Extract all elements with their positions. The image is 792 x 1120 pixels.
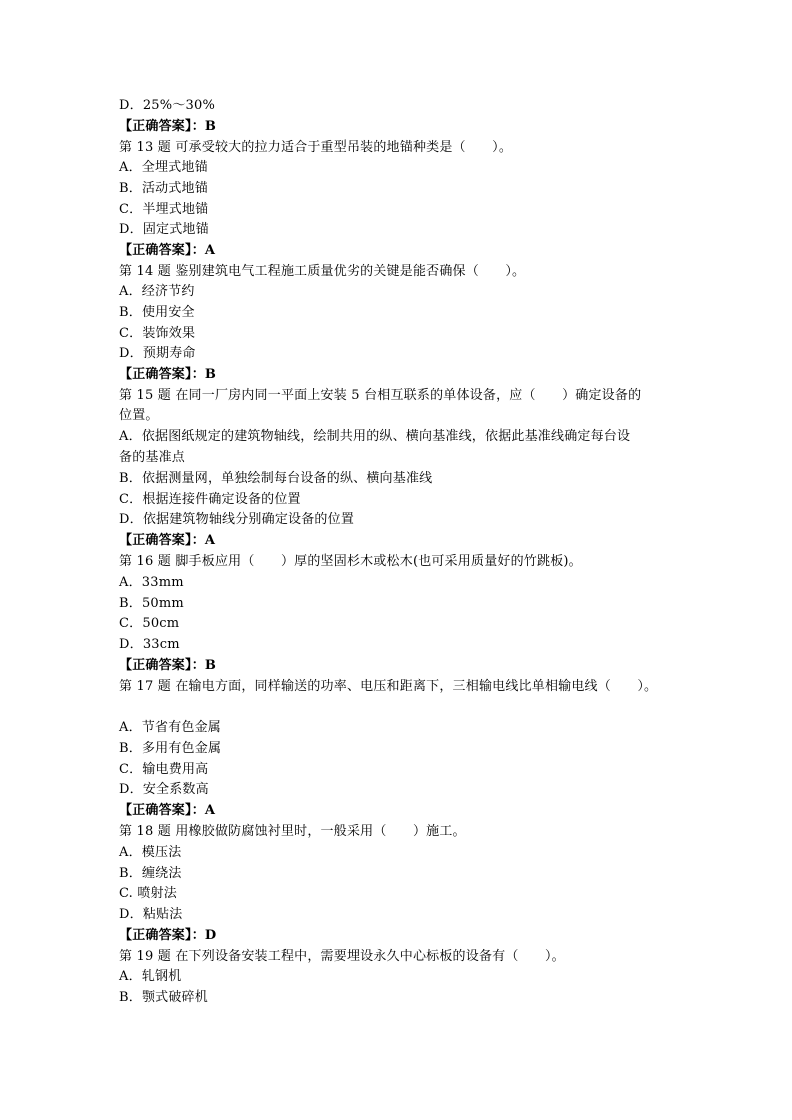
option-line: C. 喷射法 (119, 886, 177, 901)
option-line: C．50cm (119, 616, 180, 631)
answer-line: 【正确答案】：A (119, 243, 216, 258)
option-line: B．缠绕法 (119, 866, 182, 881)
question-line: 第 13 题 可承受较大的拉力适合于重型吊装的地锚种类是（ ）。 (119, 140, 513, 155)
option-line: C．输电费用高 (119, 762, 209, 777)
answer-line: 【正确答案】：D (119, 928, 217, 943)
option-line: D．33cm (119, 637, 180, 652)
option-line: B．依据测量网，单独绘制每台设备的纵、横向基准线 (119, 471, 433, 486)
option-line: A．模压法 (119, 845, 182, 860)
option-line: D．预期寿命 (119, 346, 196, 361)
question-line: 第 17 题 在输电方面，同样输送的功率、电压和距离下，三相输电线比单相输电线（ ）。 (119, 679, 658, 694)
option-line: A．全埋式地锚 (119, 160, 208, 175)
option-line: A．轧钢机 (119, 969, 182, 984)
option-line: D．25%～30% (119, 98, 216, 113)
answer-line: 【正确答案】：B (119, 119, 217, 134)
option-line: A．经济节约 (119, 284, 195, 299)
question-line: 第 19 题 在下列设备安装工程中，需要埋设永久中心标板的设备有（ ）。 (119, 949, 565, 964)
option-line: A．33mm (119, 575, 184, 590)
option-line: A．依据图纸规定的建筑物轴线，绘制共用的纵、横向基准线，依据此基准线确定每台设 (119, 429, 631, 444)
option-line: D．粘贴法 (119, 907, 183, 922)
answer-line: 【正确答案】：A (119, 533, 216, 548)
question-line: 第 18 题 用橡胶做防腐蚀衬里时，一般采用（ ）施工。 (119, 824, 466, 839)
answer-line: 【正确答案】：B (119, 658, 217, 673)
option-line: B．颚式破碎机 (119, 990, 208, 1005)
option-line: D．依据建筑物轴线分别确定设备的位置 (119, 512, 355, 527)
option-line: B．多用有色金属 (119, 741, 222, 756)
question-line: 第 15 题 在同一厂房内同一平面上安装 5 台相互联系的单体设备，应（ ）确定设备的 (119, 388, 642, 403)
answer-line: 【正确答案】：B (119, 367, 217, 382)
option-line: D．安全系数高 (119, 782, 209, 797)
option-line: C．根据连接件确定设备的位置 (119, 492, 301, 507)
option-line: A．节省有色金属 (119, 720, 221, 735)
option-line: B．使用安全 (119, 305, 195, 320)
question-line: 第 14 题 鉴别建筑电气工程施工质量优劣的关键是能否确保（ ）。 (119, 264, 526, 279)
answer-line: 【正确答案】：A (119, 803, 216, 818)
option-line: C．半埋式地锚 (119, 202, 209, 217)
question-line: 第 16 题 脚手板应用（ ）厚的坚固杉木或松木(也可采用质量好的竹跳板)。 (119, 554, 582, 569)
option-line: D．固定式地锚 (119, 222, 209, 237)
option-line: 备的基准点 (119, 450, 186, 465)
option-line: B．50mm (119, 596, 184, 611)
option-line: B．活动式地锚 (119, 181, 208, 196)
question-line: 位置。 (119, 408, 159, 423)
option-line: C．装饰效果 (119, 326, 196, 341)
